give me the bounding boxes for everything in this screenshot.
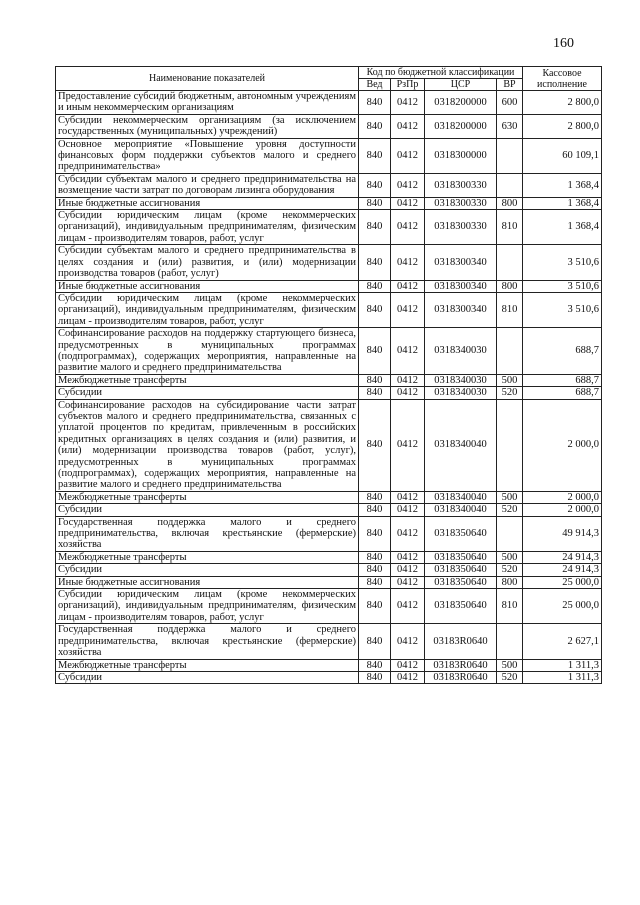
cell-vr [497,138,523,173]
cell-csr: 0318340040 [425,504,497,516]
cell-amount: 24 914,3 [523,564,602,576]
cell-rzpr: 0412 [391,114,425,138]
cell-ved: 840 [359,491,391,503]
table-row [56,114,602,138]
cell-rzpr: 0412 [391,280,425,292]
cell-vr: 800 [497,280,523,292]
cell-amount: 1 368,4 [523,173,602,197]
cell-amount: 2 800,0 [523,91,602,115]
cell-name: Государственная поддержка малого и среднего предпринимательства, включая крестьянские (фермерские) хозяйства [56,516,359,551]
cell-name: Субсидии субъектам малого и среднего предпринимательства на возмещение части затрат по договорам лизинга оборудования [56,173,359,197]
cell-name: Софинансирование расходов на поддержку стартующего бизнеса, предусмотренных в муниципальных программах (подпрограммах), содержащих мероприятия, направленные на развитие малого и среднего предпринимательства [56,328,359,375]
table-row [56,91,602,115]
cell-rzpr: 0412 [391,173,425,197]
cell-vr: 520 [497,387,523,399]
cell-csr: 0318300340 [425,292,497,327]
table-row [56,328,602,375]
cell-ved: 840 [359,659,391,671]
cell-ved: 840 [359,576,391,588]
cell-name: Субсидии юридическим лицам (кроме некоммерческих организаций), индивидуальным предпринимателям, физическим лицам - производителям товаров, работ, услуг [56,292,359,327]
cell-vr: 500 [497,374,523,386]
cell-vr: 500 [497,659,523,671]
cell-vr: 630 [497,114,523,138]
cell-ved: 840 [359,516,391,551]
cell-csr: 0318350640 [425,551,497,563]
cell-amount: 3 510,6 [523,280,602,292]
table-row [56,624,602,659]
cell-name: Иные бюджетные ассигнования [56,576,359,588]
table-row [56,138,602,173]
cell-rzpr: 0412 [391,138,425,173]
cell-vr [497,328,523,375]
cell-amount: 49 914,3 [523,516,602,551]
cell-name: Государственная поддержка малого и среднего предпринимательства, включая крестьянские (фермерские) хозяйства [56,624,359,659]
cell-vr [497,245,523,280]
cell-name: Субсидии некоммерческим организациям (за исключением государственных (муниципальных) учреждений) [56,114,359,138]
cell-csr: 0318300340 [425,280,497,292]
cell-ved: 840 [359,589,391,624]
cell-vr: 800 [497,197,523,209]
table-row [56,671,602,683]
header-rzpr: РзПр [391,79,425,91]
cell-csr: 0318340040 [425,399,497,491]
cell-amount: 1 311,3 [523,671,602,683]
cell-ved: 840 [359,387,391,399]
table-body [56,91,602,684]
cell-csr: 0318340040 [425,491,497,503]
cell-amount: 1 311,3 [523,659,602,671]
table-row [56,659,602,671]
cell-rzpr: 0412 [391,624,425,659]
cell-amount: 24 914,3 [523,551,602,563]
header-amount: Кассовое исполнение [523,67,602,91]
cell-csr: 0318300340 [425,245,497,280]
cell-name: Субсидии [56,671,359,683]
cell-name: Субсидии юридическим лицам (кроме некоммерческих организаций), индивидуальным предпринимателям, физическим лицам - производителям товаров, работ, услуг [56,589,359,624]
cell-name: Субсидии юридическим лицам (кроме некоммерческих организаций), индивидуальным предпринимателям, физическим лицам - производителям товаров, работ, услуг [56,210,359,245]
cell-vr: 520 [497,564,523,576]
cell-ved: 840 [359,280,391,292]
cell-amount: 2 000,0 [523,399,602,491]
cell-csr: 0318340030 [425,387,497,399]
header-csr: ЦСР [425,79,497,91]
cell-ved: 840 [359,374,391,386]
table-row [56,245,602,280]
cell-rzpr: 0412 [391,197,425,209]
cell-vr: 800 [497,576,523,588]
cell-rzpr: 0412 [391,504,425,516]
cell-csr: 0318340030 [425,328,497,375]
table-row [56,551,602,563]
cell-amount: 60 109,1 [523,138,602,173]
cell-amount: 1 368,4 [523,210,602,245]
cell-name: Межбюджетные трансферты [56,491,359,503]
cell-ved: 840 [359,91,391,115]
cell-csr: 0318300330 [425,173,497,197]
cell-amount: 2 627,1 [523,624,602,659]
cell-name: Субсидии [56,564,359,576]
table-row [56,491,602,503]
cell-name: Межбюджетные трансферты [56,551,359,563]
cell-amount: 25 000,0 [523,576,602,588]
cell-amount: 25 000,0 [523,589,602,624]
cell-ved: 840 [359,173,391,197]
cell-amount: 3 510,6 [523,245,602,280]
cell-vr: 520 [497,504,523,516]
cell-ved: 840 [359,328,391,375]
cell-ved: 840 [359,624,391,659]
cell-name: Субсидии [56,504,359,516]
cell-amount: 3 510,6 [523,292,602,327]
cell-csr: 0318300000 [425,138,497,173]
cell-name: Межбюджетные трансферты [56,659,359,671]
cell-amount: 1 368,4 [523,197,602,209]
cell-rzpr: 0412 [391,589,425,624]
cell-csr: 0318200000 [425,114,497,138]
cell-ved: 840 [359,114,391,138]
cell-rzpr: 0412 [391,245,425,280]
cell-csr: 03183R0640 [425,671,497,683]
cell-rzpr: 0412 [391,551,425,563]
cell-vr: 600 [497,91,523,115]
cell-name: Иные бюджетные ассигнования [56,280,359,292]
cell-vr [497,173,523,197]
header-name: Наименование показателей [56,67,359,91]
cell-rzpr: 0412 [391,659,425,671]
cell-csr: 03183R0640 [425,624,497,659]
cell-csr: 0318350640 [425,589,497,624]
table-row [56,292,602,327]
cell-rzpr: 0412 [391,328,425,375]
table-row [56,387,602,399]
cell-amount: 688,7 [523,374,602,386]
table-row [56,173,602,197]
cell-ved: 840 [359,245,391,280]
table-row [56,589,602,624]
cell-rzpr: 0412 [391,564,425,576]
cell-name: Субсидии субъектам малого и среднего предпринимательства в целях создания и (или) развития, и (или) модернизации производства товаров (работ, услуг) [56,245,359,280]
cell-name: Иные бюджетные ассигнования [56,197,359,209]
cell-ved: 840 [359,551,391,563]
cell-rzpr: 0412 [391,292,425,327]
cell-vr: 810 [497,589,523,624]
table-row [56,399,602,491]
cell-rzpr: 0412 [391,399,425,491]
header-vr: ВР [497,79,523,91]
table-row [56,564,602,576]
cell-rzpr: 0412 [391,91,425,115]
cell-amount: 2 800,0 [523,114,602,138]
cell-vr [497,399,523,491]
cell-vr: 810 [497,292,523,327]
cell-rzpr: 0412 [391,671,425,683]
page-number: 160 [553,36,574,51]
table-row [56,374,602,386]
table-row [56,210,602,245]
table-row [56,504,602,516]
cell-rzpr: 0412 [391,210,425,245]
cell-amount: 688,7 [523,328,602,375]
cell-csr: 0318340030 [425,374,497,386]
cell-rzpr: 0412 [391,516,425,551]
cell-name: Субсидии [56,387,359,399]
cell-rzpr: 0412 [391,374,425,386]
cell-name: Основное мероприятие «Повышение уровня доступности финансовых форм поддержки субъектов малого и среднего предпринимательства» [56,138,359,173]
cell-rzpr: 0412 [391,491,425,503]
cell-ved: 840 [359,504,391,516]
cell-name: Предоставление субсидий бюджетным, автономным учреждениям и иным некоммерческим организациям [56,91,359,115]
cell-amount: 2 000,0 [523,504,602,516]
cell-ved: 840 [359,138,391,173]
cell-rzpr: 0412 [391,576,425,588]
cell-ved: 840 [359,197,391,209]
cell-vr: 500 [497,491,523,503]
cell-ved: 840 [359,292,391,327]
cell-rzpr: 0412 [391,387,425,399]
cell-vr: 520 [497,671,523,683]
cell-amount: 688,7 [523,387,602,399]
table-header [56,67,602,91]
cell-ved: 840 [359,399,391,491]
header-code-group: Код по бюджетной классификации [359,67,523,79]
cell-ved: 840 [359,210,391,245]
cell-csr: 0318350640 [425,516,497,551]
table-row [56,516,602,551]
cell-csr: 03183R0640 [425,659,497,671]
cell-vr [497,516,523,551]
cell-name: Межбюджетные трансферты [56,374,359,386]
header-ved: Вед [359,79,391,91]
cell-csr: 0318350640 [425,564,497,576]
cell-amount: 2 000,0 [523,491,602,503]
cell-csr: 0318300330 [425,197,497,209]
cell-ved: 840 [359,671,391,683]
cell-vr: 500 [497,551,523,563]
budget-table [55,66,602,684]
table-row [56,197,602,209]
cell-csr: 0318200000 [425,91,497,115]
cell-vr [497,624,523,659]
table-row [56,280,602,292]
cell-csr: 0318300330 [425,210,497,245]
cell-name: Софинансирование расходов на субсидирование части затрат субъектов малого и среднего предпринимательства, связанных с уплатой процентов по кредитам, привлеченным в российских кредитных организациях в целях создания и (или) развития, и (или) модернизации производства товаров (работ, услуг), предусмотренных в муниципальных программах (подпрограммах), содержащих мероприятия, направленные на развитие малого и среднего предпринимательства [56,399,359,491]
table-row [56,576,602,588]
cell-csr: 0318350640 [425,576,497,588]
cell-vr: 810 [497,210,523,245]
cell-ved: 840 [359,564,391,576]
